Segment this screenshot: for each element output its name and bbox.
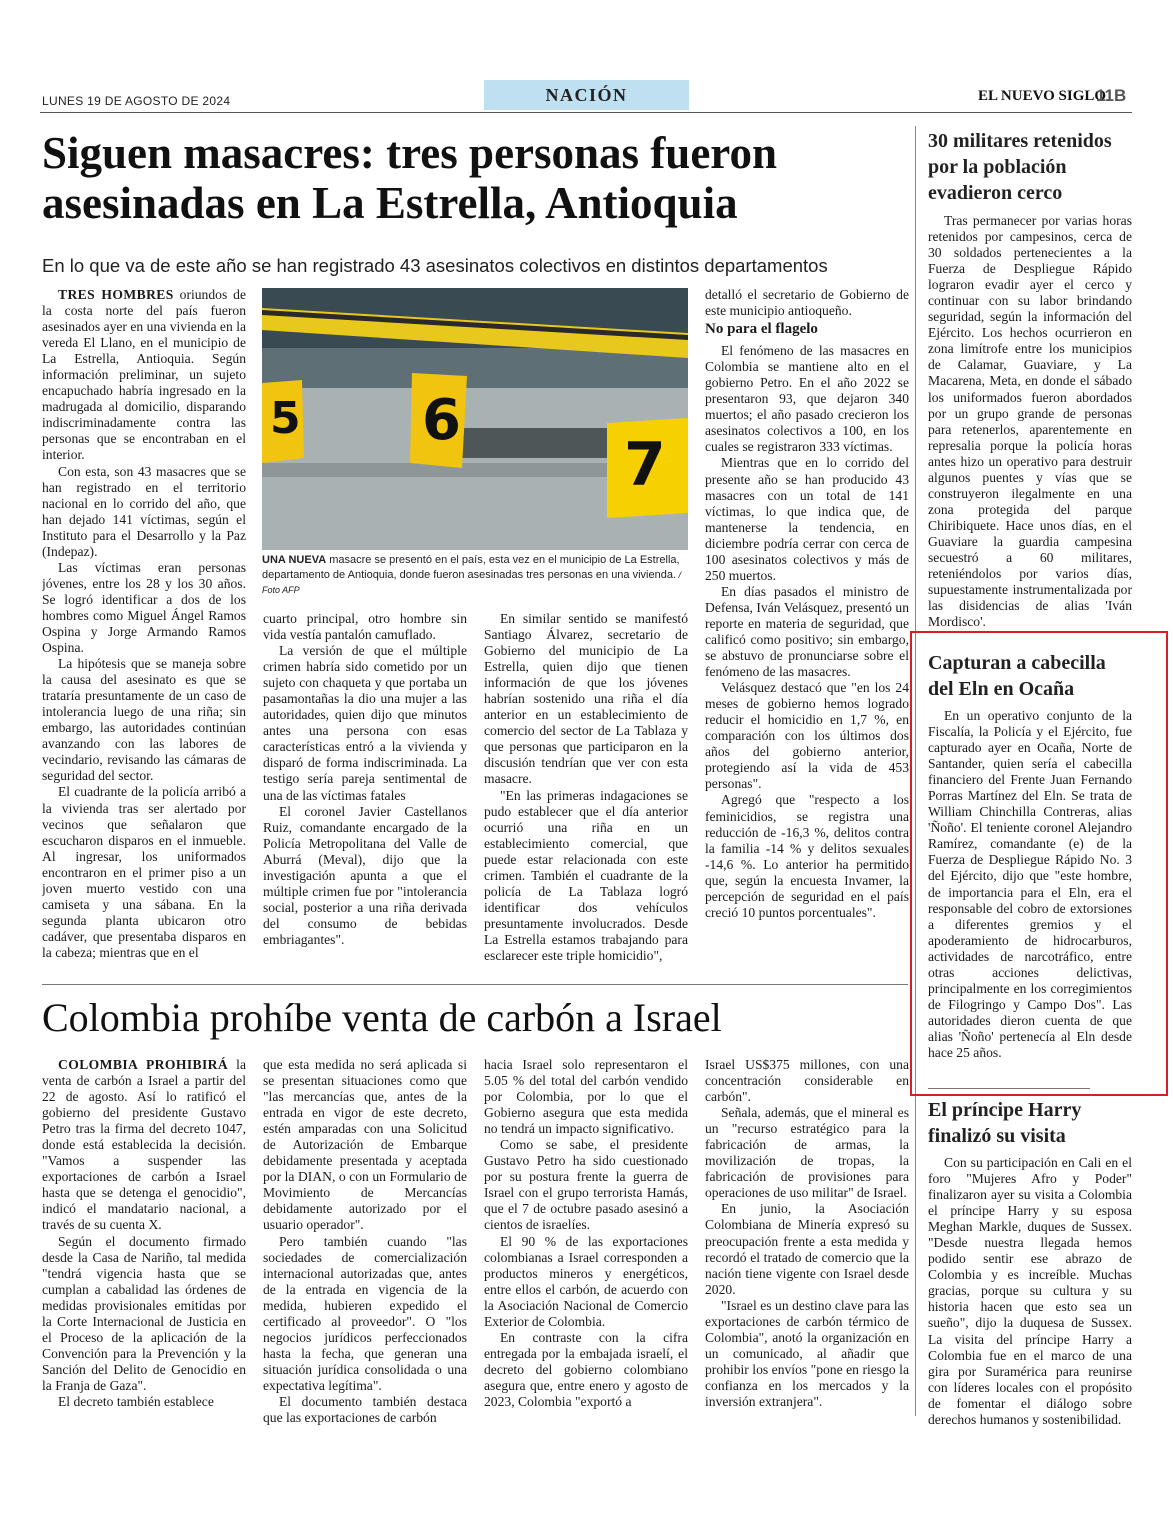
- paragraph: Pero también cuando "las sociedades de comercialización internacional autorizadas que, antes de la entrada en vigencia de la medida, hubieren expedido el certificado al proveedor". O "los negocios jurídicos perfeccionados hasta la fecha, que generan una situación jurídica consolidada o una expectativa legítima".: [263, 1233, 467, 1393]
- crime-scene-photo: [262, 288, 688, 550]
- article1-headline: [42, 128, 902, 229]
- sidebar-story1-body: [928, 213, 1132, 631]
- paragraph: En contraste con la cifra entregada por la embajada israelí, el decreto del gobierno colombiano asegura que, entre enero y agosto de 2023, Colombia "exportó a: [484, 1329, 688, 1409]
- paragraph: En un operativo conjunto de la Fiscalía, la Policía y el Ejército, fue capturado ayer en Ocaña, Norte de Santander, quien sería el cabecilla financiero del Frente Juan Fernando Porras Martínez del Eln. Se trata de William Chinchilla Contreras, alias 'Ñoño'. El teniente coronel Alejandro Ramírez, comandante (e) de la Fuerza de Despliegue Rápido No. 3 del Ejército, dijo que "este hombre, de importancia para el Eln, era el responsable del cobro de extorsiones a diferentes gremios y el apoderamiento de hidrocarburos, actividades de narcotráfico, entre otras acciones delictivas, principalmente en los corregimientos de Filogringo y Campo Dos". Las autoridades dieron cuenta de que alias 'Ñoño' pertenecía al Eln desde hace 25 años.: [928, 708, 1132, 1060]
- paragraph: En junio, la Asociación Colombiana de Minería expresó su preocupación frente a esta medida y recordó el tratado de comercio que la nación tiene vigente con Israel desde 2020.: [705, 1201, 909, 1297]
- article1-column-4: [705, 287, 909, 972]
- header-rule: [40, 112, 1132, 113]
- article2-column-4: [705, 1057, 909, 1437]
- article1-column-1: [42, 287, 246, 972]
- paragraph: El cuadrante de la policía arribó a la vivienda tras ser alertado por vecinos que señalaron que escucharon disparos en el inmueble. Al ingresar, los uniformados encontraron en el primer piso a un joven muerto vestido con una camiseta y una sábana. En la segunda planta ubicaron otro cadáver, que presentaba disparos en la cabeza; mientras que en el: [42, 784, 246, 960]
- sidebar-story1-headline: 30 militares retenidos por la población evadieron cerco: [928, 130, 1112, 204]
- paragraph: Agregó que "respecto a los feminicidios, se registra una reducción de -16,3 %, delitos contra la familia -14 % y delitos sexuales -14,6 %. Lo anterior ha permitido que, según la encuesta Invamer, la percepción de seguridad en el país creció 10 puntos porcentuales".: [705, 792, 909, 920]
- section-label: NACIÓN: [484, 80, 689, 110]
- paragraph: En días pasados el ministro de Defensa, Iván Velásquez, presentó un reporte en materia de seguridad, que calificó como positivo; sin embargo, se abstuvo de pronunciarse sobre el fenómeno de las masacres.: [705, 583, 909, 680]
- paragraph: detalló el secretario de Gobierno de este municipio antioqueño.: [705, 287, 909, 319]
- paragraph: Señala, además, que el mineral es un "recurso estratégico para la fabricación de armas, la movilización de tropas, la fabricación de provisiones para operaciones de uso militar" de Israel.: [705, 1105, 909, 1201]
- paragraph: "Israel es un destino clave para las exportaciones de carbón térmico de Colombia", anotó la organización en un comunicado, al añadir que prohibir los envíos "pone en riesgo la confianza en los mercados y la inversión extranjera".: [705, 1297, 909, 1409]
- paragraph: El 90 % de las exportaciones colombianas a Israel corresponden a productos mineros y energéticos, entre ellos el carbón, de acuerdo con la Asociación Nacional de Comercio Exterior de Colombia.: [484, 1233, 688, 1329]
- paragraph: Mientras que en lo corrido del presente año se han producido 43 masacres con un total de 141 víctimas, lo que indica que, de mantenerse la tendencia, en diciembre podría cerrar con cerca de 100 asesinatos colectivos y más de 250 muertos.: [705, 455, 909, 583]
- evidence-marker: 6: [422, 388, 461, 453]
- paragraph: Con su participación en Cali en el foro "Mujeres Afro y Poder" finalizaron ayer su visita a Colombia el príncipe Harry y su esposa Meghan Markle, duques de Sussex. "Desde nuestra llegada hemos podido sentir ese abrazo de Colombia y es increíble. Muchas gracias, porque su cultura y su historia hacen que esto sea un sueño", dijo la duquesa de Sussex. La visita del príncipe Harry a Colombia fue en el marco de una gira por Suramérica para reunirse con líderes locales con el propósito de fomentar el diálogo sobre derechos humanos y sostenibilidad.: [928, 1155, 1132, 1427]
- paragraph: Como se sabe, el presidente Gustavo Petro ha sido cuestionado por su postura frente la guerra de Israel con el grupo terrorista Hamás, que el 7 de octubre pasado asesinó a cientos de israelíes.: [484, 1137, 688, 1233]
- paragraph: hacia Israel solo representaron el 5.05 % del total del carbón vendido por Colombia, por lo que el Gobierno asegura que esta medida no tendrá un impacto significativo.: [484, 1057, 688, 1137]
- sidebar-story2-body: [928, 708, 1132, 1083]
- paragraph: Israel US$375 millones, con una concentración considerable en carbón".: [705, 1057, 909, 1105]
- sidebar-story3-body: [928, 1155, 1132, 1440]
- paragraph: cuarto principal, otro hombre sin vida vestía pantalón camuflado.: [263, 611, 467, 643]
- photo-credit: / Foto AFP: [262, 570, 682, 595]
- article1-column-3: [484, 611, 688, 972]
- sidebar-divider: [928, 1088, 1090, 1089]
- article1-headline-line1: Siguen masacres: tres personas fueron: [42, 128, 777, 178]
- paragraph: "En las primeras indagaciones se pudo establecer que el día anterior ocurrió una riña en un establecimiento comercial, que puede estar relacionada con este crimen. También el cuadrante de la policía de La Tablaza logró identificar dos vehículos presuntamente involucrados. Desde La Estrella estamos trabajando para esclarecer este triple homicidio",: [484, 787, 688, 963]
- paragraph: El decreto también establece: [58, 1393, 214, 1409]
- caption-lead: UNA NUEVA: [262, 554, 327, 566]
- article1-headline-line2: asesinadas en La Estrella, Antioquia: [42, 178, 738, 229]
- paragraph: oriundos de la costa norte del país fueron asesinados ayer en una vivienda en la vereda El Llano, en el municipio de La Estrella, Antioquia. Según información preliminar, un sujeto encapuchado habría ingresado en la madrugada al domicilio, disparando indiscriminadamente contra las personas que se encontraban en el interior.: [42, 287, 246, 463]
- paragraph: Con esta, son 43 masacres que se han registrado en el territorio nacional en lo corrido del año, que han dejado 141 víctimas, según el Instituto para el Desarrollo y la Paz (Indepaz).: [42, 463, 246, 559]
- section-subtitle: No para el flagelo: [705, 321, 818, 338]
- paragraph: En similar sentido se manifestó Santiago Álvarez, secretario de Gobierno del municipio de La Estrella, quien dijo que tienen información de que los jóvenes habrían sostenido una riña el día anterior en un establecimiento de comercio del sector de La Tablaza y que personas que participaron en la discusión tendrían que ver con esta masacre.: [484, 611, 688, 787]
- lead-in: TRES HOMBRES: [58, 287, 174, 302]
- paragraph: Las víctimas eran personas jóvenes, entre los 28 y los 30 años. Se logró identificar a dos de los hombres como Miguel Ángel Ramos Ospina y Jorge Armando Ramos Ospina.: [42, 559, 246, 656]
- article1-column-2: [263, 611, 467, 972]
- sidebar-story3-headline: El príncipe Harry finalizó su visita: [928, 1099, 1082, 1147]
- article2-column-3: [484, 1057, 688, 1437]
- article-divider: [42, 984, 908, 985]
- sidebar-story2-headline: Capturan a cabecilla del Eln en Ocaña: [928, 652, 1106, 700]
- newspaper-brand: EL NUEVO SIGLO: [978, 88, 1107, 104]
- paragraph: La hipótesis que se maneja sobre la causa del asesinato es que se trataría presuntamente de un caso de intolerancia luego de una riña; sin embargo, las autoridades continúan avanzando con las labores de vecindario, revisando las cámaras de seguridad del sector.: [42, 656, 246, 784]
- paragraph: la venta de carbón a Israel a partir del 22 de agosto. Así lo ratificó el gobierno del presidente Gustavo Petro tras la firma del decreto 1047, donde está establecida la decisión. "Vamos a suspender las exportaciones de carbón a Israel hasta que se detenga el genocidio", indicó el mandatario nacional, a través de su cuenta X.: [42, 1057, 246, 1233]
- evidence-marker: 5: [270, 393, 301, 444]
- evidence-marker: 7: [624, 430, 666, 500]
- lead-in: COLOMBIA PROHIBIRÁ: [58, 1057, 229, 1072]
- crime-scene-illustration: [262, 288, 688, 550]
- paragraph: que esta medida no será aplicada si se presentan situaciones como que "las mercancías que, antes de la entrada en vigor de este decreto, estén amparadas con una Solicitud de Autorización de Embarque debidamente presentada y aceptada por la DIAN, o con un Formulario de Movimiento de Mercancías debidamente autorizado por el usuario operador".: [263, 1057, 467, 1233]
- article2-column-1: [42, 1057, 246, 1437]
- page-number: 11B: [1096, 86, 1127, 105]
- paragraph: Según el documento firmado desde la Casa de Nariño, tal medida "tendrá vigencia hasta que se cumplan a cabalidad las órdenes de medidas provisionales emitidas por la Corte Internacional de Justicia en el Proceso de la aplicación de la Convención para la Prevención y la Sanción del Delito de Genocidio en la Franja de Gaza".: [42, 1233, 246, 1393]
- paragraph: La versión de que el múltiple crimen habría sido cometido por un sujeto con chaqueta y que portaba un pasamontañas la dio una mujer a las autoridades, quien dijo que minutos antes una persona con esas características entró a la vivienda y disparó de forma indiscriminada. La testigo sería pareja sentimental de una de las víctimas fatales: [263, 643, 467, 803]
- paragraph: El fenómeno de las masacres en Colombia se mantiene alto en el gobierno Petro. En el año 2022 se presentaron 93, que dejaron 340 muertos; el año pasado crecieron los asesinatos colectivos a 100, en los cuales se registraron 333 víctimas.: [705, 343, 909, 455]
- issue-date: LUNES 19 DE AGOSTO DE 2024: [42, 94, 231, 108]
- paragraph: El documento también destaca que las exportaciones de carbón: [263, 1393, 467, 1426]
- photo-caption: [262, 553, 688, 598]
- paragraph: El coronel Javier Castellanos Ruiz, comandante encargado de la Policía Metropolitana del Valle de Aburrá (Meval), dijo que la investigación apunta a que el múltiple crimen fue por "intolerancia social, posterior a una riña derivada del consumo de bebidas embriagantes".: [263, 803, 467, 947]
- article2-headline: Colombia prohíbe venta de carbón a Israel: [42, 995, 722, 1040]
- paragraph: Velásquez destacó que "en los 24 meses de gobierno hemos logrado reducir el homicidio en 1,7 %, en comparación con los últimos dos años del gobierno anterior, protegiendo así la vida de 453 personas".: [705, 680, 909, 792]
- article1-subhead: En lo que va de este año se han registrado 43 asesinatos colectivos en distintos departamentos: [42, 255, 828, 276]
- caption-text: masacre se presentó en el país, esta vez en el municipio de La Estrella, departamento de Antioquia, donde fueron asesinadas tres personas en una vivienda.: [262, 554, 680, 581]
- article2-column-2: [263, 1057, 467, 1437]
- paragraph: Tras permanecer por varias horas retenidos por campesinos, cerca de 30 soldados pertenecientes a la Fuerza de Despliegue Rápido lograron evadir ayer el cerco y continuar con su labor brindando seguridad, según la información del Ejército. Los hechos ocurrieron en zona limítrofe entre los municipios de Calamar, Guaviare, y La Macarena, Meta, en donde el sábado los uniformados fueron abordados por un grupo grande de personas para retenerlos, aparentemente en represalia porque la policía horas antes hizo un operativo para destruir algunos puentes y vías que se construyeron ilegalmente en una zona protegida del parque Chiribiquete. Hace unos días, en el Guaviare la guardia campesina secuestró a 60 militares, reteniéndolos por varios días, supuestamente instrumentalizada por las disidencias de alias 'Iván Mordisco'.: [928, 213, 1132, 630]
